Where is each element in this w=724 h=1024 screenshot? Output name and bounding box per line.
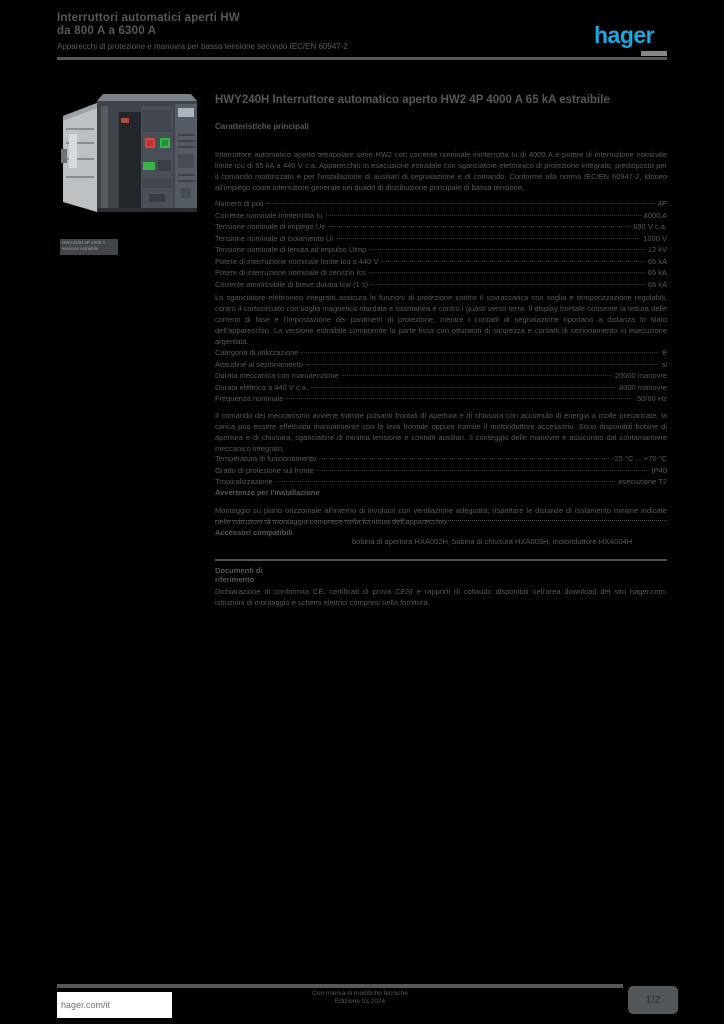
accessories-body: bobina di apertura HXA002H, bobina di chiusura HXA003H, motoriduttore HXA004H <box>352 537 633 546</box>
spec-row <box>215 233 667 245</box>
spec-label: Tropicalizzazione <box>215 477 273 486</box>
spec-row <box>215 359 667 371</box>
dot-leader <box>342 375 612 376</box>
spec-row <box>215 256 667 268</box>
spec-row <box>215 382 667 394</box>
header-title-line2: da 800 A a 6300 A <box>57 25 157 37</box>
notes-body: Montaggio su piano orizzontale all'interno di involucri con ventilazione adeguata; rispettare le distanze di isolamento minime indicate nelle istruzioni di montaggio comprese nella fornitura dell'apparecchio. <box>215 506 667 526</box>
spec-label: Frequenza nominale <box>215 394 284 403</box>
footer-rule <box>57 984 623 988</box>
spec-row <box>215 393 667 405</box>
spec-label: Numero di poli <box>215 199 264 208</box>
footer-center-text <box>270 990 450 1006</box>
spec-value: 50/60 Hz <box>636 394 667 403</box>
spec-row <box>215 210 667 222</box>
accessories-heading: Accessori compatibili <box>215 528 293 537</box>
spec-row <box>215 221 667 233</box>
spec-row <box>215 279 667 291</box>
spec-row <box>215 347 667 359</box>
photo-caption-line2: versione estraibile <box>62 246 99 251</box>
spec-row <box>215 476 667 488</box>
spec-label: Corrente nominale ininterrotta Iu <box>215 210 323 220</box>
dot-leader <box>301 352 659 353</box>
spec-label: Potere di interruzione nominale di servizio Ics <box>215 268 366 277</box>
hager-logo: hager <box>594 22 655 48</box>
spec-label: Categoria di utilizzazione <box>215 348 299 357</box>
dot-leader <box>336 238 640 239</box>
dot-leader <box>276 481 616 482</box>
spec-table-environment <box>215 453 667 488</box>
protection-paragraph: Lo sganciatore elettronico integrato assicura le funzioni di protezione contro il sovraccarico con soglia e temporizzazione regolabili, contro il cortocircuito con soglia magnetica ritardata e istantanea e contro i guasti verso terra. Il display frontale consente la lettura delle correnti di fase e l'impostazione dei parametri di protezione, mentre i contatti di segnalazione riportano a distanza lo stato dell'apparecchio. La versione estraibile comprende la parte fissa con otturatori di sicurezza e contatti di sezionamento in esecuzione argentata. <box>215 293 667 346</box>
photo-caption-line1: HWY240H 4P 4000 A <box>62 240 106 245</box>
spec-row <box>215 465 667 477</box>
spec-table-electrical <box>215 198 667 290</box>
dot-leader <box>371 284 645 285</box>
product-title: HWY240H Interruttore automatico aperto HW2 4P 4000 A 65 kA estraibile <box>215 94 610 106</box>
dotted-separator <box>215 520 667 521</box>
spec-value: B <box>661 348 667 357</box>
circuit-breaker-illustration <box>57 94 205 220</box>
dot-leader <box>328 226 630 227</box>
spec-value: esecuzione T2 <box>618 477 667 486</box>
dot-leader <box>286 398 634 399</box>
spec-label: Attitudine al sezionamento <box>215 359 303 369</box>
spec-value: 65 kA <box>647 268 667 277</box>
documents-heading: Documenti di riferimento <box>215 566 263 584</box>
dot-leader <box>369 249 644 250</box>
spec-value: IP40 <box>651 465 667 475</box>
spec-row <box>215 198 667 210</box>
footer-center-line1: Con riserva di modifiche tecniche <box>312 990 408 997</box>
spec-value: 4P <box>657 199 667 208</box>
photo-caption <box>60 239 118 255</box>
spec-value: 690 V c.a. <box>633 222 667 231</box>
spec-label: Durata elettrica a 440 V c.a. <box>215 382 308 392</box>
spec-label: Durata meccanica con manutenzione <box>215 371 339 380</box>
separator-line <box>215 559 667 561</box>
hager-logo-bar <box>641 51 667 56</box>
spec-table-utilization <box>215 347 667 405</box>
spec-value: 20000 manovre <box>614 371 667 380</box>
dot-leader <box>381 261 644 262</box>
spec-value: 65 kA <box>647 279 667 289</box>
page-number-badge: 1/2 <box>628 986 678 1014</box>
documents-body: Dichiarazione di conformita CE, certificati di prova CESI e rapporti di collaudo disponibili nell'area download del sito hager.com; istruzioni di montaggio e schemi elettrici compresi nella fornitura. <box>215 587 667 607</box>
spec-row <box>215 370 667 382</box>
spec-value: 65 kA <box>647 256 667 266</box>
spec-row <box>215 453 667 465</box>
spec-label: Potere di interruzione nominale limite Icu a 440 V <box>215 256 379 266</box>
dot-leader <box>369 272 645 273</box>
footer-website-link[interactable]: hager.com/it <box>57 992 172 1018</box>
dot-leader <box>306 364 659 365</box>
product-photo <box>57 94 205 220</box>
spec-label: Temperatura di funzionamento <box>215 454 317 463</box>
dot-leader <box>317 470 649 471</box>
section-heading-main: Caratteristiche principali <box>215 122 309 131</box>
header-subtitle: Apparecchi di protezione e manovra per bassa tensione secondo IEC/EN 60947-2 <box>57 42 348 51</box>
dot-leader <box>326 215 641 216</box>
spec-label: Corrente ammissibile di breve durata Icw (1 s) <box>215 279 368 289</box>
header-rule <box>57 57 667 60</box>
spec-value: 4000 A <box>643 210 667 220</box>
spec-value: 1000 V <box>643 233 667 243</box>
spec-label: Tensione nominale di tenuta ad impulso Uimp <box>215 245 367 254</box>
spec-label: Tensione nominale di isolamento Ui <box>215 233 333 243</box>
intro-paragraph: Interruttore automatico aperto tetrapolare serie HW2 con corrente nominale ininterrotta Iu di 4000 A e potere di interruzione nominale limite Icu di 65 kA a 440 V c.a. Apparecchio in esecuzione estraibile con sganciatore elettronico di protezione integrato, predisposto per il comando motorizzato e per l'installazione di ausiliari di segnalazione e di comando. Conforme alla norma IEC/EN 60947-2, idoneo all'impiego come interruttore generale nei quadri di distribuzione principale di bassa tensione. <box>215 150 667 192</box>
spec-label: Tensione nominale di impiego Ue <box>215 222 326 231</box>
dot-leader <box>311 387 616 388</box>
dot-leader <box>266 203 654 204</box>
dot-leader <box>319 458 609 459</box>
spec-label: Grado di protezione sul fronte <box>215 465 314 475</box>
spec-value: 12 kV <box>647 245 667 254</box>
spec-value: 8000 manovre <box>619 382 667 392</box>
spec-value: -25 °C ... +70 °C <box>612 454 667 463</box>
footer-center-line2: Edizione 03.2024 <box>334 998 386 1005</box>
notes-heading: Avvertenze per l'installazione <box>215 488 320 497</box>
spec-row <box>215 244 667 256</box>
header-title-line1: Interruttori automatici aperti HW <box>57 12 240 24</box>
spec-row <box>215 267 667 279</box>
operation-paragraph: Il comando del meccanismo avviene tramite pulsanti frontali di apertura e di chiusura con accumulo di energia a molle precaricate; la carica puo essere effettuata manualmente con la leva frontale oppure tramite il motoriduttore accessorio. Sono disponibili bobine di apertura e di chiusura, sganciatore di minima tensione e contatti ausiliari. Il conteggio delle manovre e assicurato dal contamanovre meccanico integrato. <box>215 411 667 453</box>
spec-value: si <box>661 359 667 369</box>
